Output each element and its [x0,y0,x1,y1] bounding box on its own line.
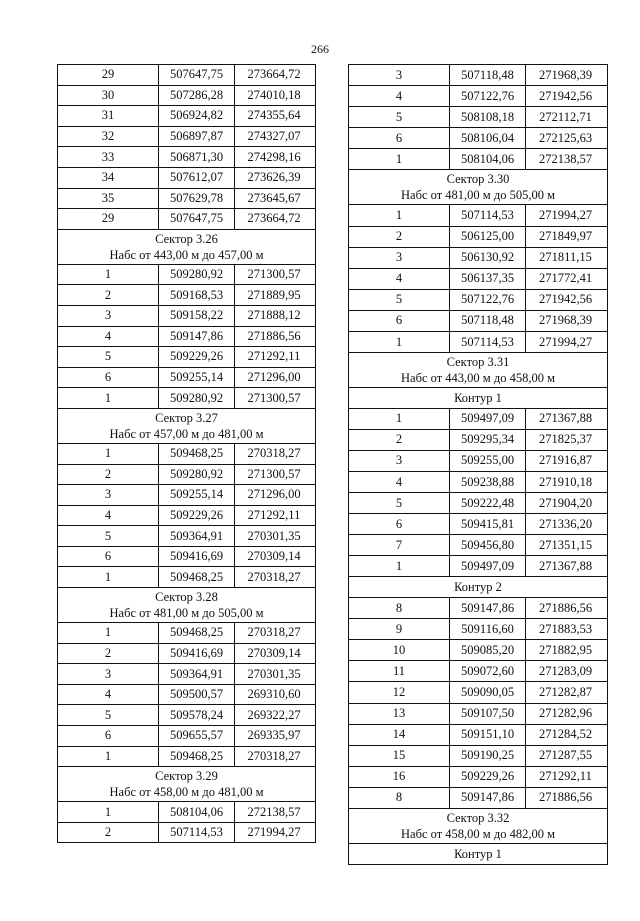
x-coordinate-cell: 507114,53 [450,205,526,225]
y-coordinate-cell: 271284,52 [538,727,593,742]
sector-height-range: Набс от 458,00 м до 482,00 м [401,827,555,841]
y-coordinate-cell: 274355,64 [247,108,301,123]
x-coordinate-cell: 509468,25 [159,567,235,587]
point-number-cell: 12 [349,682,450,702]
table-row [58,285,315,306]
point-number-cell: 8 [349,788,450,808]
sector-title: Сектор 3.31 [446,355,510,370]
table-row [58,547,315,568]
x-coordinate-cell: 509116,60 [450,619,526,639]
y-coordinate-cell: 270301,35 [247,528,301,543]
table-row [58,644,315,665]
x-coordinate-cell: 509229,26 [450,767,526,787]
table-row [349,682,607,703]
x-coordinate-cell: 507629,78 [159,189,235,209]
x-coordinate-cell: 509468,25 [159,444,235,464]
y-coordinate-cell: 273626,39 [247,170,301,185]
x-coordinate-cell: 509468,25 [159,747,235,767]
sector-header [349,353,607,388]
point-number-cell: 3 [349,248,450,268]
point-number-cell: 3 [349,65,450,85]
y-coordinate-cell: 271296,00 [247,370,301,385]
table-row [349,619,607,640]
table-row [349,269,607,290]
x-coordinate-cell: 506137,35 [450,269,526,289]
point-number-cell: 34 [58,168,159,188]
sector-header [58,230,315,265]
contour-label: Контур 1 [349,844,607,865]
x-coordinate-cell: 507114,53 [450,332,526,352]
point-number-cell: 4 [349,472,450,492]
point-number-cell: 5 [349,493,450,513]
table-row [349,535,607,556]
y-coordinate-cell: 271994,27 [538,334,593,349]
y-coordinate-cell: 271811,15 [539,250,592,265]
y-coordinate-cell: 272138,57 [247,804,301,819]
y-coordinate-cell: 270318,27 [247,625,301,640]
sector-height-range: Набс от 443,00 м до 458,00 м [401,371,555,386]
x-coordinate-cell: 509229,26 [159,506,235,526]
x-coordinate-cell: 509416,69 [159,644,235,664]
y-coordinate-cell: 269335,97 [247,728,301,743]
y-coordinate-cell: 273645,67 [247,190,301,205]
table-row [349,472,607,493]
table-row [349,107,607,128]
table-row [58,623,315,644]
point-number-cell: 15 [349,746,450,766]
y-coordinate-cell: 270309,14 [247,645,301,660]
y-coordinate-cell: 270318,27 [247,748,301,763]
y-coordinate-cell: 274327,07 [247,129,301,144]
sector-header [349,809,607,844]
x-coordinate-cell: 509190,25 [450,746,526,766]
y-coordinate-cell: 271942,56 [538,88,593,103]
x-coordinate-cell: 507286,28 [159,86,235,106]
point-number-cell: 6 [349,311,450,331]
y-coordinate-cell: 271282,96 [538,706,593,721]
table-row [58,823,315,844]
point-number-cell: 7 [349,535,450,555]
x-coordinate-cell: 508104,06 [159,802,235,822]
x-coordinate-cell: 507122,76 [450,86,526,106]
table-row [58,306,315,327]
sector-height-range: Набс от 457,00 м до 481,00 м [109,426,264,441]
table-row [349,746,607,767]
y-coordinate-cell: 272138,57 [538,151,593,166]
table-row [349,788,607,809]
point-number-cell: 1 [349,205,450,225]
y-coordinate-cell: 271283,09 [538,663,593,678]
point-number-cell: 14 [349,725,450,745]
table-row [58,189,315,210]
x-coordinate-cell: 509147,86 [450,598,526,618]
table-row [58,506,315,527]
point-number-cell: 1 [58,802,159,822]
point-number-cell: 30 [58,86,159,106]
table-row [349,493,607,514]
x-coordinate-cell: 509147,86 [450,788,526,808]
table-row [349,725,607,746]
y-coordinate-cell: 271300,57 [247,466,301,481]
table-row [349,290,607,311]
sector-title: Сектор 3.32 [446,811,510,825]
y-coordinate-cell: 271282,87 [538,684,593,699]
table-row [349,332,607,353]
y-coordinate-cell: 271889,95 [247,287,301,302]
y-coordinate-cell: 271904,20 [538,495,593,510]
table-row [58,265,315,286]
point-number-cell: 1 [58,567,159,587]
point-number-cell: 6 [349,128,450,148]
x-coordinate-cell: 509085,20 [450,640,526,660]
table-row [58,127,315,148]
sector-height-range: Набс от 481,00 м до 505,00 м [401,188,555,203]
point-number-cell: 5 [58,347,159,367]
x-coordinate-cell: 507647,75 [159,209,235,229]
x-coordinate-cell: 507647,75 [159,65,235,85]
table-row [349,149,607,170]
point-number-cell: 5 [58,526,159,546]
point-number-cell: 6 [58,726,159,746]
x-coordinate-cell: 507118,48 [450,311,526,331]
table-row [349,514,607,535]
x-coordinate-cell: 509072,60 [450,661,526,681]
table-row [349,311,607,332]
y-coordinate-cell: 271916,87 [538,453,593,468]
x-coordinate-cell: 509151,10 [450,725,526,745]
y-coordinate-cell: 274298,16 [247,149,301,164]
y-coordinate-cell: 269310,60 [247,687,301,702]
x-coordinate-cell: 509497,09 [450,556,526,576]
point-number-cell: 29 [58,209,159,229]
table-row [349,640,607,661]
x-coordinate-cell: 509468,25 [159,623,235,643]
y-coordinate-cell: 271772,41 [538,271,593,286]
point-number-cell: 1 [58,444,159,464]
point-number-cell: 13 [349,704,450,724]
table-row [349,248,607,269]
x-coordinate-cell: 509147,86 [159,327,235,347]
x-coordinate-cell: 506924,82 [159,106,235,126]
contour-label: Контур 2 [349,577,607,598]
sector-title: Сектор 3.29 [155,769,218,784]
table-row [58,526,315,547]
sector-header [58,409,315,444]
y-coordinate-cell: 270301,35 [247,666,301,681]
table-row [58,444,315,465]
sector-header [58,588,315,623]
table-row [58,388,315,409]
x-coordinate-cell: 506130,92 [450,248,526,268]
y-coordinate-cell: 271367,88 [538,411,593,426]
table-row [58,86,315,107]
y-coordinate-cell: 271292,11 [247,507,301,522]
point-number-cell: 6 [58,368,159,388]
x-coordinate-cell: 509415,81 [450,514,526,534]
sector-height-range: Набс от 481,00 м до 505,00 м [109,606,264,621]
point-number-cell: 9 [349,619,450,639]
table-row [349,598,607,619]
y-coordinate-cell: 270318,27 [247,569,301,584]
point-number-cell: 3 [58,306,159,326]
x-coordinate-cell: 506125,00 [450,227,526,247]
point-number-cell: 1 [58,388,159,408]
point-number-cell: 1 [349,149,450,169]
table-row [349,556,607,577]
point-number-cell: 4 [58,327,159,347]
sector-header [58,767,315,802]
point-number-cell: 2 [349,227,450,247]
table-row [58,802,315,823]
sector-title: Сектор 3.30 [446,172,510,187]
point-number-cell: 5 [58,705,159,725]
sector-header [349,170,607,205]
x-coordinate-cell: 509500,57 [159,685,235,705]
y-coordinate-cell: 271886,56 [538,600,593,615]
sector-title: Сектор 3.28 [155,590,218,605]
right-coordinate-table [348,64,608,865]
contour-label: Контур 1 [349,388,607,409]
point-number-cell: 2 [58,465,159,485]
x-coordinate-cell: 508104,06 [450,149,526,169]
table-row [349,704,607,725]
point-number-cell: 11 [349,661,450,681]
x-coordinate-cell: 507122,76 [450,290,526,310]
x-coordinate-cell: 509497,09 [450,409,526,429]
point-number-cell: 2 [58,285,159,305]
point-number-cell: 32 [58,127,159,147]
sector-height-range: Набс от 443,00 м до 457,00 м [109,247,264,262]
y-coordinate-cell: 271968,39 [538,67,593,82]
x-coordinate-cell: 507114,53 [159,823,235,843]
point-number-cell: 8 [349,598,450,618]
left-coordinate-table [57,64,316,843]
point-number-cell: 5 [349,107,450,127]
x-coordinate-cell: 509416,69 [159,547,235,567]
y-coordinate-cell: 271296,00 [247,487,301,502]
y-coordinate-cell: 271994,27 [538,208,593,223]
y-coordinate-cell: 271888,12 [247,308,301,323]
point-number-cell: 3 [58,485,159,505]
point-number-cell: 2 [349,430,450,450]
x-coordinate-cell: 509295,34 [450,430,526,450]
table-row [349,451,607,472]
x-coordinate-cell: 508108,18 [450,107,526,127]
y-coordinate-cell: 273664,72 [247,211,301,226]
point-number-cell: 35 [58,189,159,209]
point-number-cell: 4 [349,86,450,106]
point-number-cell: 1 [349,556,450,576]
y-coordinate-cell: 271942,56 [538,292,593,307]
y-coordinate-cell: 274010,18 [247,87,301,102]
y-coordinate-cell: 271883,53 [538,621,593,636]
table-row [58,327,315,348]
point-number-cell: 2 [58,644,159,664]
table-row [349,767,607,788]
x-coordinate-cell: 509280,92 [159,265,235,285]
y-coordinate-cell: 271968,39 [538,313,593,328]
x-coordinate-cell: 507118,48 [450,65,526,85]
x-coordinate-cell: 509238,88 [450,472,526,492]
x-coordinate-cell: 509168,53 [159,285,235,305]
table-row [58,147,315,168]
point-number-cell: 33 [58,147,159,167]
x-coordinate-cell: 506871,30 [159,147,235,167]
table-row [58,664,315,685]
y-coordinate-cell: 270318,27 [247,446,301,461]
table-row [349,430,607,451]
point-number-cell: 1 [58,623,159,643]
y-coordinate-cell: 271300,57 [247,267,301,282]
table-row [349,227,607,248]
sector-title: Сектор 3.26 [155,231,218,246]
point-number-cell: 3 [58,664,159,684]
point-number-cell: 4 [58,685,159,705]
table-row [58,347,315,368]
table-row [58,65,315,86]
y-coordinate-cell: 271300,57 [247,390,301,405]
y-coordinate-cell: 271882,95 [538,642,593,657]
x-coordinate-cell: 509255,00 [450,451,526,471]
table-row [58,368,315,389]
y-coordinate-cell: 271292,11 [539,769,592,784]
y-coordinate-cell: 271351,15 [538,537,593,552]
point-number-cell: 31 [58,106,159,126]
y-coordinate-cell: 271886,56 [247,328,301,343]
x-coordinate-cell: 507612,07 [159,168,235,188]
point-number-cell: 3 [349,451,450,471]
y-coordinate-cell: 271825,37 [538,432,593,447]
x-coordinate-cell: 508106,04 [450,128,526,148]
table-row [349,409,607,430]
x-coordinate-cell: 509578,24 [159,705,235,725]
y-coordinate-cell: 271292,11 [247,349,301,364]
x-coordinate-cell: 509655,57 [159,726,235,746]
table-row [58,726,315,747]
x-coordinate-cell: 509090,05 [450,682,526,702]
y-coordinate-cell: 273664,72 [247,67,301,82]
x-coordinate-cell: 509364,91 [159,526,235,546]
y-coordinate-cell: 272112,71 [539,109,592,124]
x-coordinate-cell: 509229,26 [159,347,235,367]
point-number-cell: 29 [58,65,159,85]
table-row [58,747,315,768]
point-number-cell: 1 [58,747,159,767]
table-row [58,465,315,486]
y-coordinate-cell: 271849,97 [538,229,593,244]
y-coordinate-cell: 269322,27 [247,707,301,722]
x-coordinate-cell: 509280,92 [159,388,235,408]
point-number-cell: 1 [349,332,450,352]
table-row [349,65,607,86]
table-row [58,485,315,506]
table-row [58,567,315,588]
y-coordinate-cell: 271287,55 [538,748,593,763]
table-row [349,205,607,226]
x-coordinate-cell: 509364,91 [159,664,235,684]
point-number-cell: 4 [58,506,159,526]
x-coordinate-cell: 509222,48 [450,493,526,513]
x-coordinate-cell: 509280,92 [159,465,235,485]
table-row [349,661,607,682]
y-coordinate-cell: 270309,14 [247,549,301,564]
table-row [58,705,315,726]
x-coordinate-cell: 509107,50 [450,704,526,724]
point-number-cell: 6 [349,514,450,534]
page-number: 266 [311,42,329,56]
table-row [349,128,607,149]
x-coordinate-cell: 506897,87 [159,127,235,147]
point-number-cell: 6 [58,547,159,567]
point-number-cell: 1 [349,409,450,429]
point-number-cell: 1 [58,265,159,285]
x-coordinate-cell: 509158,22 [159,306,235,326]
x-coordinate-cell: 509255,14 [159,485,235,505]
sector-title: Сектор 3.27 [155,410,218,425]
x-coordinate-cell: 509456,80 [450,535,526,555]
y-coordinate-cell: 271367,88 [538,558,593,573]
point-number-cell: 5 [349,290,450,310]
y-coordinate-cell: 272125,63 [538,130,593,145]
table-row [58,106,315,127]
y-coordinate-cell: 271886,56 [538,790,593,805]
x-coordinate-cell: 509255,14 [159,368,235,388]
table-row [58,685,315,706]
sector-height-range: Набс от 458,00 м до 481,00 м [109,785,264,800]
y-coordinate-cell: 271994,27 [247,825,301,840]
point-number-cell: 2 [58,823,159,843]
table-row [58,209,315,230]
table-row [349,86,607,107]
y-coordinate-cell: 271910,18 [538,474,593,489]
point-number-cell: 10 [349,640,450,660]
point-number-cell: 4 [349,269,450,289]
table-row [58,168,315,189]
point-number-cell: 16 [349,767,450,787]
y-coordinate-cell: 271336,20 [538,516,593,531]
